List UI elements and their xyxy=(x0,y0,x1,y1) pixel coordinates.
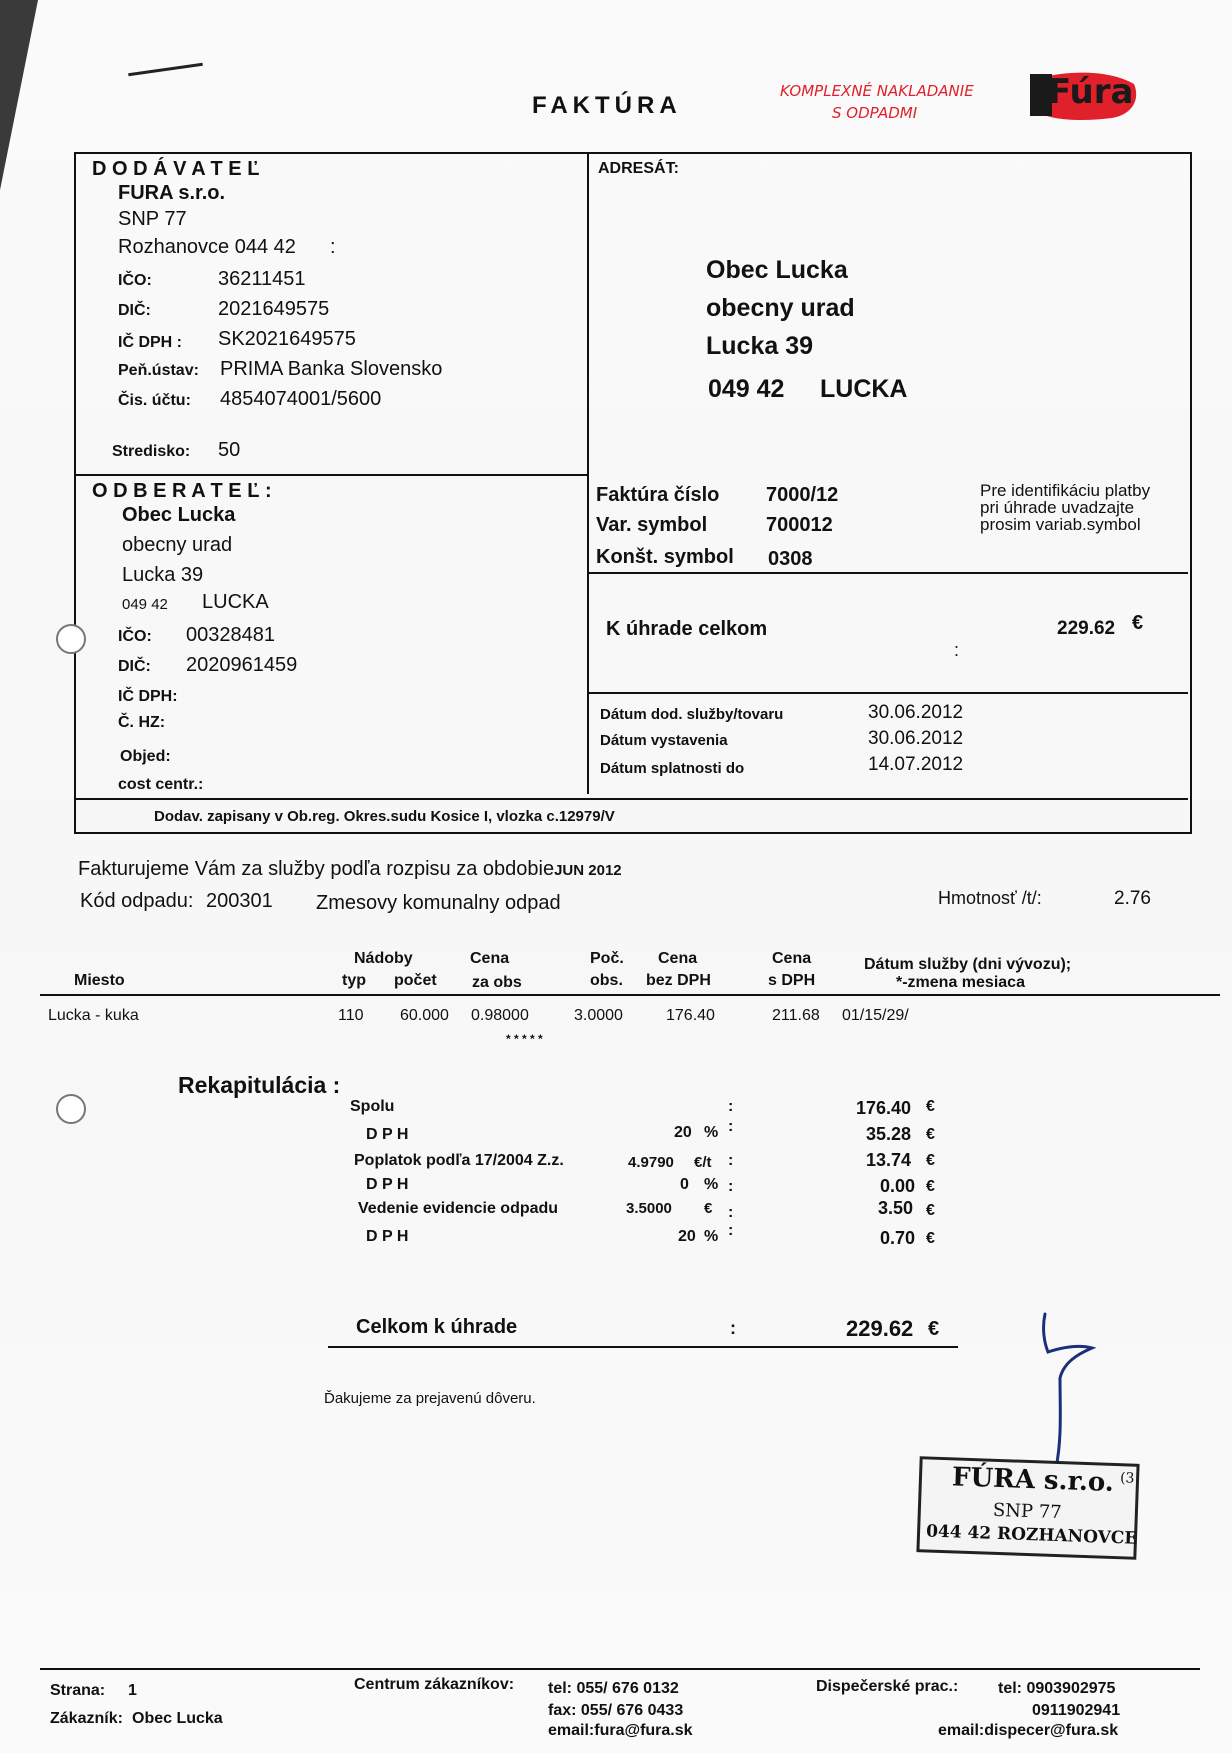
th-price-sub: za obs xyxy=(472,974,522,991)
recap-colon-4: : xyxy=(728,1178,734,1195)
recap-label-1: Spolu xyxy=(350,1098,395,1115)
due-total-colon: : xyxy=(954,640,960,660)
row-price: 0.98000 xyxy=(471,1007,529,1024)
supplier-colon: : xyxy=(330,236,336,258)
logo-mark xyxy=(1030,70,1138,120)
th-dates-sub: *-zmena mesiaca xyxy=(896,974,1025,991)
customer-name: Obec Lucka xyxy=(122,504,236,526)
recap-colon-5: : xyxy=(728,1204,734,1221)
customer-line-2: obecny urad xyxy=(122,534,233,556)
footer-page: 1 xyxy=(128,1682,137,1699)
th-bins: Nádoby xyxy=(354,950,413,967)
supplier-bank: PRIMA Banka Slovensko xyxy=(220,358,443,380)
customer-dic: 2020961459 xyxy=(186,654,298,676)
waste-name: Zmesovy komunalny odpad xyxy=(316,892,561,914)
footer-customer-label: Zákazník: xyxy=(50,1710,123,1727)
recap-total-rule xyxy=(328,1346,958,1348)
addressee-line-3: Lucka 39 xyxy=(706,332,814,360)
register-note: Dodav. zapisany v Ob.reg. Okres.sudu Kosice I, vlozka c.12979/V xyxy=(154,808,615,825)
th-place: Miesto xyxy=(74,972,125,989)
row-stars: * * * * * xyxy=(506,1032,543,1046)
recap-value-4: 0.00 xyxy=(880,1176,916,1196)
recap-total-colon: : xyxy=(730,1318,736,1338)
row-type: 110 xyxy=(338,1007,364,1024)
customer-ico: 00328481 xyxy=(186,624,275,646)
invoice-number-label: Faktúra číslo xyxy=(596,484,720,506)
logo-brand-text: Fúra xyxy=(1048,72,1134,112)
handwritten-signature xyxy=(1020,1308,1120,1478)
date-due: 14.07.2012 xyxy=(868,754,964,775)
recap-rate-2: 20 xyxy=(674,1124,692,1141)
payment-note xyxy=(980,482,1150,533)
supplier-account: 4854074001/5600 xyxy=(220,388,382,410)
customer-heading: O D B E R A T E Ľ : xyxy=(92,480,272,502)
invoice-divider-1 xyxy=(589,572,1188,574)
th-bins-count: počet xyxy=(394,972,437,989)
recap-cur-4: € xyxy=(926,1178,935,1195)
company-stamp xyxy=(916,1456,1139,1560)
recap-unit-5: € xyxy=(704,1200,713,1217)
th-dates: Dátum služby (dni vývozu); xyxy=(864,956,1072,973)
footer-dispatch-tel: tel: 0903902975 xyxy=(998,1680,1116,1697)
supplier-account-label: Čis. účtu: xyxy=(118,392,191,409)
date-issue-label: Dátum vystavenia xyxy=(600,732,728,749)
th-count: Poč. xyxy=(590,950,624,967)
row-place: Lucka - kuka xyxy=(48,1007,139,1024)
supplier-dic-label: DIČ: xyxy=(118,302,151,319)
footer-dispatch-label: Dispečerské prac.: xyxy=(816,1678,959,1695)
var-symbol: 700012 xyxy=(766,514,833,536)
th-bins-type: typ xyxy=(342,972,366,989)
logo-slogan-2: S ODPADMI xyxy=(832,104,918,122)
recap-total: 229.62 xyxy=(846,1316,914,1341)
recap-label-2: D P H xyxy=(366,1126,409,1143)
billing-period: JUN 2012 xyxy=(554,862,622,879)
waste-code-label: Kód odpadu: xyxy=(80,890,194,912)
th-gross-sub: s DPH xyxy=(768,972,816,989)
page-title: FAKTÚRA xyxy=(532,92,682,119)
customer-hz-label: Č. HZ: xyxy=(118,714,166,731)
due-total: 229.62 xyxy=(1057,618,1116,639)
stamp-number: (3 xyxy=(1119,1470,1135,1487)
recap-cur-6: € xyxy=(926,1230,935,1247)
row-obs: 3.0000 xyxy=(574,1007,623,1024)
customer-icdph-label: IČ DPH: xyxy=(118,688,178,705)
addressee-zip: 049 42 xyxy=(708,375,785,403)
footer-center-label: Centrum zákazníkov: xyxy=(354,1676,515,1693)
recap-rate-3: 4.9790 xyxy=(628,1154,674,1171)
konst-symbol-label: Konšt. symbol xyxy=(596,546,734,568)
header-divider xyxy=(587,152,589,794)
invoice-divider-2 xyxy=(589,692,1188,694)
recap-rate-6: 20 xyxy=(678,1228,696,1245)
row-net: 176.40 xyxy=(666,1007,715,1024)
recap-value-1: 176.40 xyxy=(856,1098,912,1118)
punch-hole-bottom xyxy=(56,1094,86,1124)
date-delivery: 30.06.2012 xyxy=(868,702,964,723)
logo-slogan-1: KOMPLEXNÉ NAKLADANIE xyxy=(780,82,974,100)
var-symbol-label: Var. symbol xyxy=(596,514,708,536)
customer-dic-label: DIČ: xyxy=(118,658,151,675)
footer-customer: Obec Lucka xyxy=(132,1710,223,1727)
recap-label-3: Poplatok podľa 17/2004 Z.z. xyxy=(354,1152,564,1169)
recap-unit-4: % xyxy=(704,1176,719,1193)
footer-email: email:fura@fura.sk xyxy=(548,1722,693,1739)
th-price: Cena xyxy=(470,950,510,967)
konst-symbol: 0308 xyxy=(768,548,813,570)
supplier-bank-label: Peň.ústav: xyxy=(118,362,199,379)
payment-note-line-1: Pre identifikáciu platby xyxy=(980,481,1151,500)
footer-dispatch-tel2: 0911902941 xyxy=(1032,1702,1121,1719)
waste-code: 200301 xyxy=(206,890,273,912)
folded-corner xyxy=(0,0,38,190)
due-total-currency: € xyxy=(1132,612,1144,634)
customer-cost-label: cost centr.: xyxy=(118,776,204,793)
recap-cur-5: € xyxy=(926,1202,935,1219)
invoice-number: 7000/12 xyxy=(766,484,839,506)
recap-value-3: 13.74 xyxy=(866,1150,912,1170)
recap-cur-3: € xyxy=(926,1152,935,1169)
date-issue: 30.06.2012 xyxy=(868,728,964,749)
customer-ico-label: IČO: xyxy=(118,628,152,645)
date-due-label: Dátum splatnosti do xyxy=(600,760,745,777)
recap-value-2: 35.28 xyxy=(866,1124,912,1144)
supplier-divider xyxy=(74,474,589,476)
row-count: 60.000 xyxy=(400,1007,449,1024)
stamp-line-3: 044 42 ROZHANOVCE xyxy=(925,1521,1138,1549)
footer-dispatch-email: email:dispecer@fura.sk xyxy=(938,1722,1119,1739)
register-divider xyxy=(74,798,1188,800)
recap-total-label: Celkom k úhrade xyxy=(356,1316,518,1338)
recap-unit-3: €/t xyxy=(694,1154,712,1171)
recap-value-6: 0.70 xyxy=(880,1228,916,1248)
footer-rule xyxy=(40,1668,1200,1670)
th-net-sub: bez DPH xyxy=(646,972,711,989)
supplier-ico: 36211451 xyxy=(218,268,306,290)
table-header-rule xyxy=(40,994,1220,996)
recap-label-5: Vedenie evidencie odpadu xyxy=(358,1200,559,1217)
addressee-heading: ADRESÁT: xyxy=(598,160,679,177)
recap-total-currency: € xyxy=(928,1318,940,1340)
recap-label-4: D P H xyxy=(366,1176,409,1193)
weight: 2.76 xyxy=(1114,888,1151,909)
payment-note-line-3: prosim variab.symbol xyxy=(980,515,1141,534)
th-net: Cena xyxy=(658,950,698,967)
recap-colon-2: : xyxy=(728,1118,734,1135)
customer-city: LUCKA xyxy=(202,591,269,613)
recap-cur-1: € xyxy=(926,1098,935,1115)
billing-intro-text: Fakturujeme Vám za služby podľa rozpisu za obdobie xyxy=(78,858,555,880)
recap-label-6: D P H xyxy=(366,1228,409,1245)
recap-rate-4: 0 xyxy=(680,1176,689,1193)
footer-tel: tel: 055/ 676 0132 xyxy=(548,1680,679,1697)
footer-fax: fax: 055/ 676 0433 xyxy=(548,1702,684,1719)
supplier-center-label: Stredisko: xyxy=(112,443,191,460)
supplier-center: 50 xyxy=(218,439,241,461)
weight-label: Hmotnosť /t/: xyxy=(938,888,1042,908)
date-delivery-label: Dátum dod. služby/tovaru xyxy=(600,706,784,723)
recap-value-5: 3.50 xyxy=(878,1198,914,1218)
company-logo xyxy=(780,70,1150,130)
supplier-street: SNP 77 xyxy=(118,208,187,230)
due-total-label: K úhrade celkom xyxy=(606,618,768,640)
th-gross: Cena xyxy=(772,950,812,967)
supplier-ico-label: IČO: xyxy=(118,272,152,289)
billing-intro xyxy=(78,858,622,881)
supplier-icdph-label: IČ DPH : xyxy=(118,334,182,351)
supplier-city: Rozhanovce 044 42 xyxy=(118,236,296,258)
recap-colon-3: : xyxy=(728,1152,734,1169)
thanks-note: Ďakujeme za prejavenú dôveru. xyxy=(324,1390,536,1407)
recap-unit-6: % xyxy=(704,1228,719,1245)
customer-zip: 049 42 xyxy=(122,596,168,613)
recap-heading: Rekapitulácia : xyxy=(178,1072,341,1098)
addressee-line-1: Obec Lucka xyxy=(706,256,848,284)
addressee-city: LUCKA xyxy=(820,375,908,403)
recap-colon-6: : xyxy=(728,1222,734,1239)
stamp-line-2: SNP 77 xyxy=(992,1499,1063,1524)
th-count-sub: obs. xyxy=(590,972,623,989)
addressee-line-2: obecny urad xyxy=(706,294,855,322)
customer-line-3: Lucka 39 xyxy=(122,564,204,586)
row-dates: 01/15/29/ xyxy=(842,1007,909,1024)
row-gross: 211.68 xyxy=(772,1007,820,1024)
customer-objed-label: Objed: xyxy=(120,748,171,765)
payment-note-line-2: pri úhrade uvadzajte xyxy=(980,498,1135,517)
recap-colon-1: : xyxy=(728,1098,734,1115)
supplier-dic: 2021649575 xyxy=(218,298,330,320)
supplier-icdph: SK2021649575 xyxy=(218,328,356,350)
recap-unit-2: % xyxy=(704,1124,719,1141)
supplier-heading: D O D Á V A T E Ľ xyxy=(92,158,260,180)
recap-rate-5: 3.5000 xyxy=(626,1200,672,1217)
footer-page-label: Strana: xyxy=(50,1682,106,1699)
recap-cur-2: € xyxy=(926,1126,935,1143)
supplier-name: FURA s.r.o. xyxy=(118,182,226,204)
punch-hole-top xyxy=(56,624,86,654)
stamp-line-1: FÚRA s.r.o. xyxy=(951,1462,1115,1498)
